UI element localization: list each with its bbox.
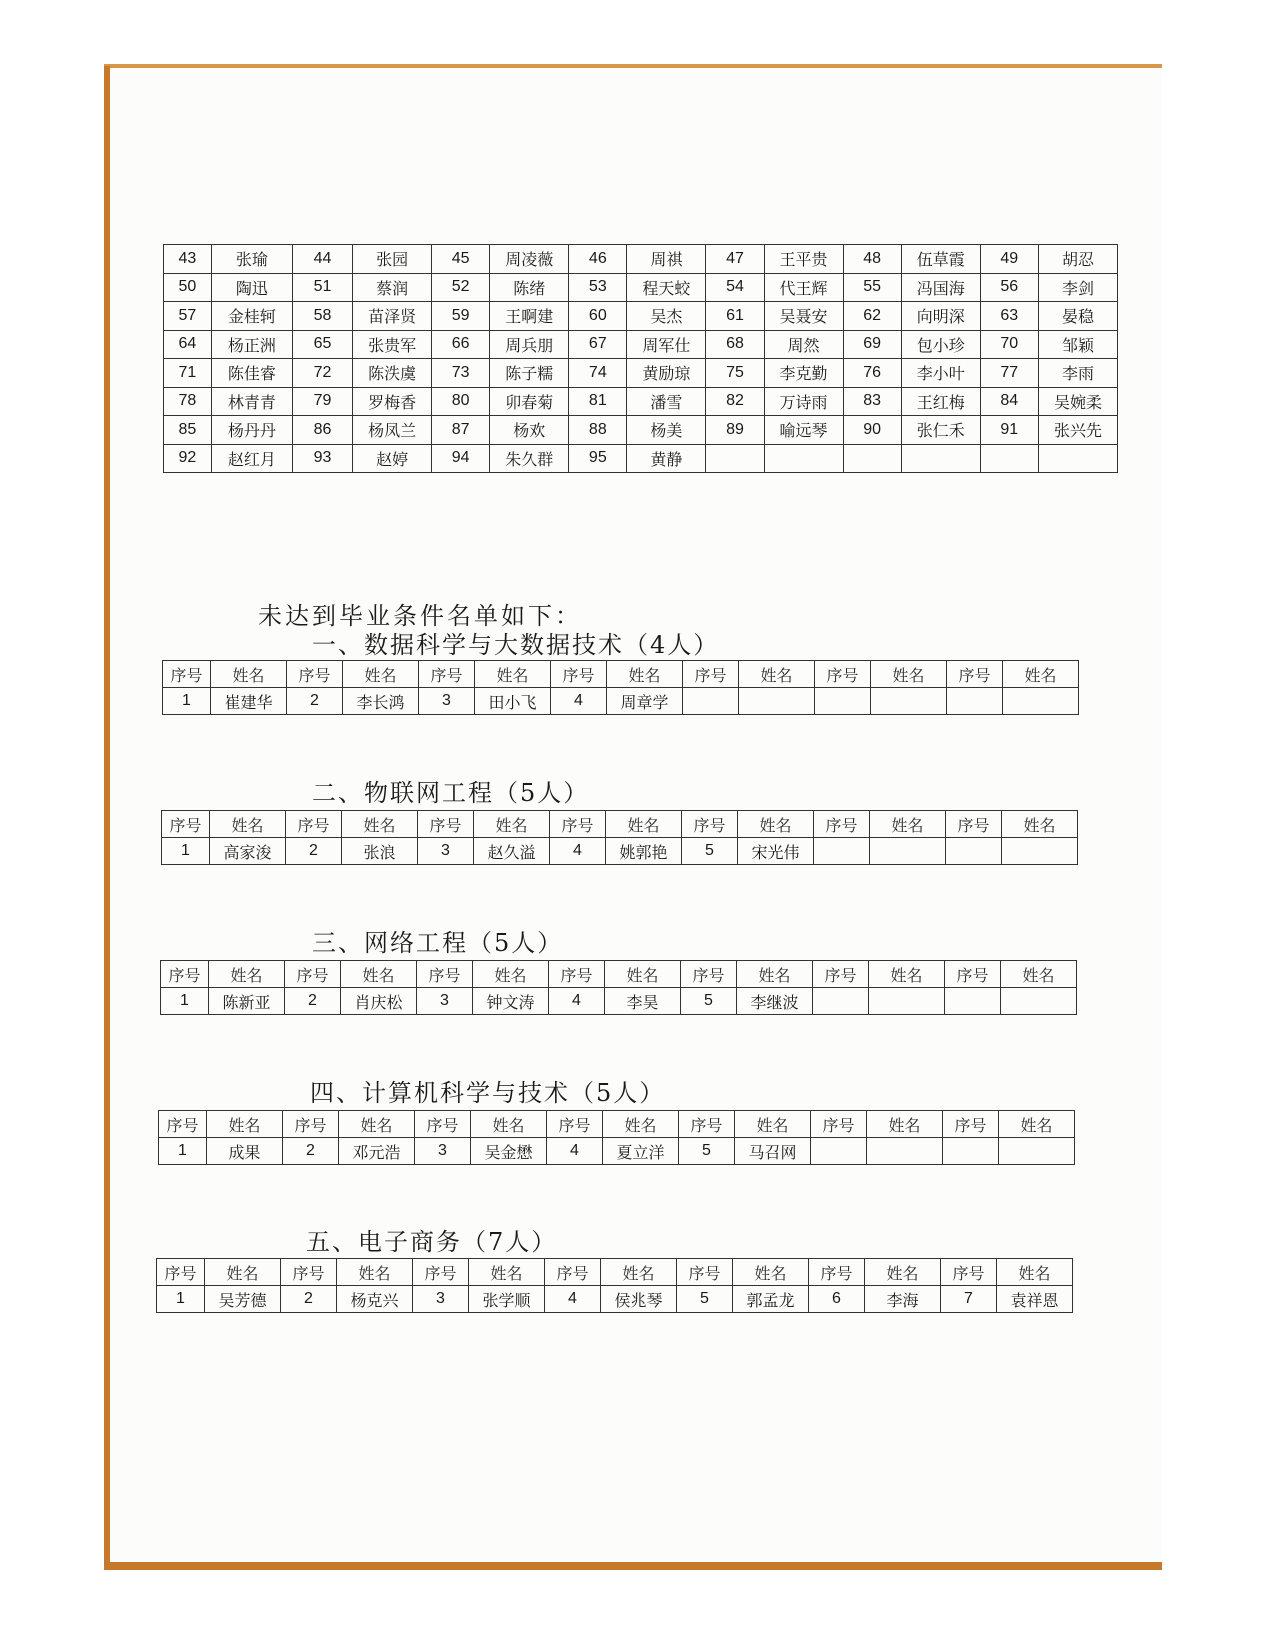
name-cell: 周兵朋: [490, 330, 569, 359]
seq-cell: 1: [162, 838, 210, 865]
header-row: [161, 961, 1077, 988]
name-cell: 赵婷: [353, 444, 432, 473]
seq-cell: 1: [163, 688, 211, 715]
paper-edge-bottom: [104, 1562, 1162, 1570]
seq-cell: [980, 444, 1038, 473]
seq-cell: 1: [157, 1286, 205, 1313]
section-title: 一、数据科学与大数据技术（4人）: [312, 631, 720, 659]
seq-cell: 75: [706, 359, 764, 388]
seq-header: 序号: [159, 1111, 207, 1138]
seq-header: 序号: [814, 811, 870, 838]
seq-cell: 5: [682, 838, 738, 865]
section-table: [156, 1258, 1073, 1313]
seq-cell: 79: [292, 387, 352, 416]
seq-cell: 3: [415, 1138, 471, 1165]
name-cell: 王平贵: [764, 245, 843, 274]
seq-cell: 78: [164, 387, 212, 416]
seq-cell: 67: [569, 330, 627, 359]
section-title: 四、计算机科学与技术（5人）: [310, 1079, 666, 1107]
table-row: [164, 387, 1118, 416]
name-cell: 代王辉: [764, 273, 843, 302]
name-cell: 马召网: [735, 1138, 811, 1165]
seq-cell: 2: [287, 688, 343, 715]
name-header: 姓名: [870, 811, 946, 838]
section-table: [158, 1110, 1075, 1165]
name-cell: 黄静: [627, 444, 706, 473]
name-cell: 晏稳: [1038, 302, 1117, 331]
seq-cell: 3: [417, 988, 473, 1015]
name-header: 姓名: [601, 1259, 677, 1286]
seq-header: 序号: [947, 661, 1003, 688]
seq-header: 序号: [682, 811, 738, 838]
table-row: [163, 688, 1079, 715]
seq-cell: 70: [980, 330, 1038, 359]
name-cell: 杨丹丹: [211, 416, 292, 445]
seq-cell: 90: [843, 416, 901, 445]
seq-header: 序号: [281, 1259, 337, 1286]
name-cell: 胡忍: [1038, 245, 1117, 274]
seq-header: 序号: [943, 1111, 999, 1138]
name-cell: 张学顺: [469, 1286, 545, 1313]
name-cell: 张园: [353, 245, 432, 274]
header-row: [159, 1111, 1075, 1138]
seq-cell: 71: [164, 359, 212, 388]
name-cell: 冯国海: [901, 273, 980, 302]
name-cell: 卯春菊: [490, 387, 569, 416]
seq-cell: 46: [569, 245, 627, 274]
seq-cell: 85: [164, 416, 212, 445]
seq-cell: [815, 688, 871, 715]
name-cell: [901, 444, 980, 473]
name-cell: 杨凤兰: [353, 416, 432, 445]
name-cell: 吴聂安: [764, 302, 843, 331]
seq-cell: 54: [706, 273, 764, 302]
name-cell: 吴芳德: [205, 1286, 281, 1313]
name-cell: 张浪: [342, 838, 418, 865]
seq-cell: 76: [843, 359, 901, 388]
name-header: 姓名: [867, 1111, 943, 1138]
name-cell: 周然: [764, 330, 843, 359]
name-cell: 金桂轲: [211, 302, 292, 331]
name-cell: [869, 988, 945, 1015]
table-row: [157, 1286, 1073, 1313]
name-cell: 周祺: [627, 245, 706, 274]
name-cell: 周章学: [607, 688, 683, 715]
name-cell: 喻远琴: [764, 416, 843, 445]
seq-header: 序号: [161, 961, 209, 988]
seq-header: 序号: [809, 1259, 865, 1286]
seq-cell: 92: [164, 444, 212, 473]
seq-header: 序号: [419, 661, 475, 688]
name-header: 姓名: [339, 1111, 415, 1138]
name-header: 姓名: [865, 1259, 941, 1286]
seq-cell: 94: [432, 444, 490, 473]
seq-header: 序号: [551, 661, 607, 688]
section-table: [161, 810, 1078, 865]
seq-header: 序号: [945, 961, 1001, 988]
name-cell: 王红梅: [901, 387, 980, 416]
seq-cell: 44: [292, 245, 352, 274]
seq-cell: [947, 688, 1003, 715]
name-cell: 夏立洋: [603, 1138, 679, 1165]
name-cell: 陈绪: [490, 273, 569, 302]
name-header: 姓名: [469, 1259, 545, 1286]
name-cell: 周凌薇: [490, 245, 569, 274]
name-cell: 吴杰: [627, 302, 706, 331]
name-cell: 张兴先: [1038, 416, 1117, 445]
name-cell: [764, 444, 843, 473]
name-cell: 林青青: [211, 387, 292, 416]
name-cell: 张仁禾: [901, 416, 980, 445]
seq-cell: 64: [164, 330, 212, 359]
seq-header: 序号: [815, 661, 871, 688]
seq-cell: 93: [292, 444, 352, 473]
seq-cell: 2: [286, 838, 342, 865]
name-cell: 李继波: [737, 988, 813, 1015]
name-cell: 包小珍: [901, 330, 980, 359]
name-cell: 邹颖: [1038, 330, 1117, 359]
name-cell: 宋光伟: [738, 838, 814, 865]
name-cell: 高家浚: [210, 838, 286, 865]
name-cell: 张贵军: [353, 330, 432, 359]
seq-header: 序号: [283, 1111, 339, 1138]
seq-cell: 51: [292, 273, 352, 302]
table-row: [164, 444, 1118, 473]
seq-cell: 1: [159, 1138, 207, 1165]
seq-cell: 3: [413, 1286, 469, 1313]
seq-header: 序号: [545, 1259, 601, 1286]
name-cell: [870, 838, 946, 865]
seq-cell: 4: [547, 1138, 603, 1165]
name-header: 姓名: [343, 661, 419, 688]
seq-cell: 5: [679, 1138, 735, 1165]
name-cell: 程天蛟: [627, 273, 706, 302]
name-header: 姓名: [997, 1259, 1073, 1286]
seq-cell: 87: [432, 416, 490, 445]
name-cell: 吴婉柔: [1038, 387, 1117, 416]
seq-header: 序号: [811, 1111, 867, 1138]
name-cell: [999, 1138, 1075, 1165]
seq-cell: 4: [551, 688, 607, 715]
name-cell: [739, 688, 815, 715]
name-cell: 田小飞: [475, 688, 551, 715]
name-header: 姓名: [211, 661, 287, 688]
name-cell: 伍草霞: [901, 245, 980, 274]
seq-cell: 4: [550, 838, 606, 865]
name-header: 姓名: [341, 961, 417, 988]
seq-cell: 57: [164, 302, 212, 331]
table-row: [164, 330, 1118, 359]
seq-cell: 6: [809, 1286, 865, 1313]
name-cell: 李小叶: [901, 359, 980, 388]
name-cell: 李雨: [1038, 359, 1117, 388]
name-header: 姓名: [475, 661, 551, 688]
name-cell: [1038, 444, 1117, 473]
seq-cell: 58: [292, 302, 352, 331]
name-cell: 吴金懋: [471, 1138, 547, 1165]
name-cell: [1002, 838, 1078, 865]
name-header: 姓名: [733, 1259, 809, 1286]
seq-cell: 68: [706, 330, 764, 359]
name-header: 姓名: [739, 661, 815, 688]
name-header: 姓名: [738, 811, 814, 838]
seq-cell: [683, 688, 739, 715]
seq-header: 序号: [547, 1111, 603, 1138]
seq-cell: [943, 1138, 999, 1165]
seq-cell: 72: [292, 359, 352, 388]
seq-header: 序号: [813, 961, 869, 988]
name-cell: 王啊建: [490, 302, 569, 331]
section-table: [160, 960, 1077, 1015]
seq-cell: 74: [569, 359, 627, 388]
name-cell: 杨欢: [490, 416, 569, 445]
name-header: 姓名: [210, 811, 286, 838]
name-cell: 李剑: [1038, 273, 1117, 302]
name-header: 姓名: [207, 1111, 283, 1138]
seq-cell: 5: [681, 988, 737, 1015]
graduate-roster-table: [163, 244, 1118, 473]
name-cell: 侯兆琴: [601, 1286, 677, 1313]
name-header: 姓名: [871, 661, 947, 688]
name-cell: 李海: [865, 1286, 941, 1313]
name-header: 姓名: [869, 961, 945, 988]
seq-cell: 80: [432, 387, 490, 416]
seq-cell: 3: [418, 838, 474, 865]
seq-header: 序号: [157, 1259, 205, 1286]
seq-header: 序号: [679, 1111, 735, 1138]
name-header: 姓名: [1001, 961, 1077, 988]
seq-cell: 2: [281, 1286, 337, 1313]
name-header: 姓名: [205, 1259, 281, 1286]
seq-cell: 53: [569, 273, 627, 302]
seq-cell: 83: [843, 387, 901, 416]
name-cell: 崔建华: [211, 688, 287, 715]
name-header: 姓名: [606, 811, 682, 838]
name-cell: [871, 688, 947, 715]
name-cell: 万诗雨: [764, 387, 843, 416]
name-header: 姓名: [603, 1111, 679, 1138]
seq-cell: 47: [706, 245, 764, 274]
name-cell: 成果: [207, 1138, 283, 1165]
seq-cell: 56: [980, 273, 1038, 302]
seq-cell: 89: [706, 416, 764, 445]
name-cell: 朱久群: [490, 444, 569, 473]
name-header: 姓名: [1003, 661, 1079, 688]
name-header: 姓名: [605, 961, 681, 988]
table-row: [164, 302, 1118, 331]
seq-cell: 5: [677, 1286, 733, 1313]
name-cell: 陈佳睿: [211, 359, 292, 388]
name-cell: 周军仕: [627, 330, 706, 359]
name-header: 姓名: [473, 961, 549, 988]
seq-cell: [813, 988, 869, 1015]
seq-header: 序号: [683, 661, 739, 688]
name-cell: 杨正洲: [211, 330, 292, 359]
seq-cell: 2: [283, 1138, 339, 1165]
seq-cell: [946, 838, 1002, 865]
seq-cell: 62: [843, 302, 901, 331]
seq-cell: 95: [569, 444, 627, 473]
section-title: 五、电子商务（7人）: [306, 1228, 558, 1256]
seq-cell: 4: [549, 988, 605, 1015]
name-cell: 罗梅香: [353, 387, 432, 416]
name-cell: 苗泽贤: [353, 302, 432, 331]
seq-header: 序号: [163, 661, 211, 688]
seq-cell: 82: [706, 387, 764, 416]
table-row: [164, 416, 1118, 445]
name-cell: 姚郭艳: [606, 838, 682, 865]
seq-cell: 43: [164, 245, 212, 274]
name-cell: [1003, 688, 1079, 715]
name-header: 姓名: [337, 1259, 413, 1286]
name-cell: 李昊: [605, 988, 681, 1015]
not-graduated-intro: 未达到毕业条件名单如下：: [258, 602, 582, 630]
seq-cell: 84: [980, 387, 1038, 416]
name-cell: 张瑜: [211, 245, 292, 274]
seq-cell: 55: [843, 273, 901, 302]
seq-cell: 3: [419, 688, 475, 715]
seq-header: 序号: [946, 811, 1002, 838]
seq-cell: 49: [980, 245, 1038, 274]
name-cell: 李长鸿: [343, 688, 419, 715]
seq-header: 序号: [287, 661, 343, 688]
seq-cell: 48: [843, 245, 901, 274]
seq-cell: 91: [980, 416, 1038, 445]
table-row: [159, 1138, 1075, 1165]
seq-cell: 73: [432, 359, 490, 388]
name-cell: 肖庆松: [341, 988, 417, 1015]
name-header: 姓名: [1002, 811, 1078, 838]
name-header: 姓名: [999, 1111, 1075, 1138]
seq-cell: 60: [569, 302, 627, 331]
name-header: 姓名: [737, 961, 813, 988]
seq-cell: [814, 838, 870, 865]
name-cell: 黄励琼: [627, 359, 706, 388]
name-header: 姓名: [471, 1111, 547, 1138]
name-cell: 杨美: [627, 416, 706, 445]
seq-cell: [843, 444, 901, 473]
seq-cell: 69: [843, 330, 901, 359]
seq-header: 序号: [677, 1259, 733, 1286]
seq-header: 序号: [285, 961, 341, 988]
name-cell: 陶迅: [211, 273, 292, 302]
seq-cell: 77: [980, 359, 1038, 388]
seq-cell: 52: [432, 273, 490, 302]
seq-cell: [811, 1138, 867, 1165]
name-cell: 潘雪: [627, 387, 706, 416]
seq-header: 序号: [286, 811, 342, 838]
seq-cell: 1: [161, 988, 209, 1015]
seq-header: 序号: [550, 811, 606, 838]
seq-header: 序号: [549, 961, 605, 988]
seq-cell: 66: [432, 330, 490, 359]
seq-cell: 88: [569, 416, 627, 445]
seq-cell: 50: [164, 273, 212, 302]
name-cell: 杨克兴: [337, 1286, 413, 1313]
section-title: 二、物联网工程（5人）: [312, 779, 590, 807]
name-cell: 赵红月: [211, 444, 292, 473]
name-cell: 袁祥恩: [997, 1286, 1073, 1313]
seq-cell: 81: [569, 387, 627, 416]
seq-header: 序号: [162, 811, 210, 838]
seq-cell: 4: [545, 1286, 601, 1313]
seq-cell: 63: [980, 302, 1038, 331]
seq-header: 序号: [415, 1111, 471, 1138]
header-row: [157, 1259, 1073, 1286]
table-row: [164, 245, 1118, 274]
name-cell: [867, 1138, 943, 1165]
name-header: 姓名: [607, 661, 683, 688]
seq-cell: 2: [285, 988, 341, 1015]
seq-cell: 45: [432, 245, 490, 274]
name-cell: 陈泆虞: [353, 359, 432, 388]
seq-cell: 61: [706, 302, 764, 331]
table-row: [161, 988, 1077, 1015]
seq-cell: 7: [941, 1286, 997, 1313]
seq-header: 序号: [418, 811, 474, 838]
name-cell: 邓元浩: [339, 1138, 415, 1165]
name-cell: 钟文涛: [473, 988, 549, 1015]
name-cell: 向明深: [901, 302, 980, 331]
name-cell: 李克勤: [764, 359, 843, 388]
name-cell: 陈新亚: [209, 988, 285, 1015]
name-cell: 蔡润: [353, 273, 432, 302]
table-row: [164, 359, 1118, 388]
name-header: 姓名: [342, 811, 418, 838]
name-cell: 郭孟龙: [733, 1286, 809, 1313]
table-row: [164, 273, 1118, 302]
name-header: 姓名: [474, 811, 550, 838]
name-cell: 赵久溢: [474, 838, 550, 865]
seq-cell: 86: [292, 416, 352, 445]
seq-header: 序号: [417, 961, 473, 988]
name-cell: [1001, 988, 1077, 1015]
seq-cell: [945, 988, 1001, 1015]
seq-header: 序号: [681, 961, 737, 988]
name-header: 姓名: [209, 961, 285, 988]
header-row: [163, 661, 1079, 688]
section-title: 三、网络工程（5人）: [312, 929, 564, 957]
section-table: [162, 660, 1079, 715]
name-header: 姓名: [735, 1111, 811, 1138]
table-row: [162, 838, 1078, 865]
seq-header: 序号: [941, 1259, 997, 1286]
seq-cell: 59: [432, 302, 490, 331]
header-row: [162, 811, 1078, 838]
name-cell: 陈子糯: [490, 359, 569, 388]
seq-cell: [706, 444, 764, 473]
seq-cell: 65: [292, 330, 352, 359]
seq-header: 序号: [413, 1259, 469, 1286]
